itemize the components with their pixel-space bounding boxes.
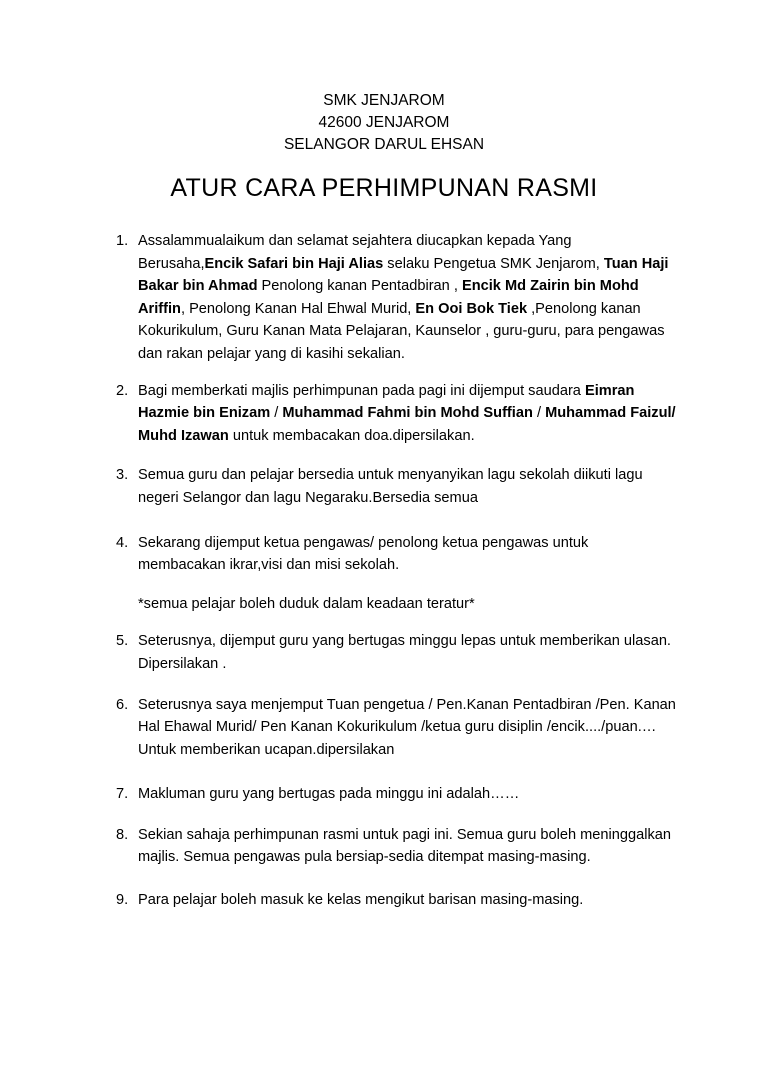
body-text: Assalammualaikum dan selamat sejahtera diucapkan kepada Yang Berusaha, <box>138 233 572 272</box>
body-text: / <box>270 405 283 422</box>
agenda-item-1 <box>116 230 678 366</box>
agenda-item-number: 7. <box>116 786 129 803</box>
body-text: / <box>532 405 546 422</box>
body-text: Sekarang dijemput ketua pengawas/ penolong ketua pengawas untuk membacakan ikrar,visi dan misi sekolah. <box>138 534 589 574</box>
agenda-item-2 <box>116 380 678 448</box>
school-postcode-town: 42600 JENJAROM <box>318 114 450 131</box>
school-state: SELANGOR DARUL EHSAN <box>283 136 485 153</box>
school-name: SMK JENJAROM <box>323 92 445 109</box>
agenda-item-7 <box>116 783 678 806</box>
agenda-item-number: 4. <box>116 534 129 551</box>
agenda-item-3 <box>116 464 678 509</box>
agenda-item-4 <box>116 532 678 616</box>
bold-name-text: Encik Safari bin Haji Alias <box>204 255 384 272</box>
agenda-item-6 <box>116 694 678 762</box>
agenda-item-9 <box>116 889 678 912</box>
agenda-item-number: 6. <box>116 696 129 713</box>
school-address-block <box>0 90 768 156</box>
agenda-item-text <box>138 824 678 869</box>
body-text: Seterusnya saya menjemput Tuan pengetua / Pen.Kanan Pentadbiran /Pen. Kanan Hal Ehawal Murid/ Pen Kanan Kokurikulum /ketua guru disiplin /encik..../puan.… Untuk memberikan ucapan.dipersilakan <box>138 696 676 758</box>
agenda-item-number: 9. <box>116 892 129 909</box>
agenda-item-number: 8. <box>116 826 129 843</box>
bold-name-text: Muhammad Fahmi bin Mohd Suffian <box>282 405 533 422</box>
agenda-item-number: 3. <box>116 467 129 484</box>
body-text: Sekian sahaja perhimpunan rasmi untuk pagi ini. Semua guru boleh meninggalkan majlis. Semua pengawas pula bersiap-sedia ditempat masing-masing. <box>138 826 672 866</box>
body-text: Bagi memberkati majlis perhimpunan pada pagi ini dijemput saudara <box>138 382 585 399</box>
body-text: , Penolong Kanan Hal Ehwal Murid, <box>180 300 416 317</box>
body-text: ,Penolong kanan Kokurikulum, Guru Kanan Mata Pelajaran, Kaunselor , guru-guru, para pengawas dan rakan pelajar yang di kasihi sekalian. <box>138 300 665 362</box>
body-text: selaku Pengetua SMK Jenjarom, <box>383 255 604 272</box>
agenda-item-note: *semua pelajar boleh duduk dalam keadaan teratur* <box>138 595 475 612</box>
body-text: untuk membacakan doa.dipersilakan. <box>228 427 475 444</box>
bold-name-text: Tuan Haji Bakar bin Ahmad <box>138 255 669 295</box>
agenda-item-number: 5. <box>116 633 129 650</box>
agenda-item-text <box>138 380 678 448</box>
agenda-item-text <box>138 532 678 577</box>
document-title: ATUR CARA PERHIMPUNAN RASMI <box>170 174 598 202</box>
agenda-item-number: 1. <box>116 233 129 249</box>
agenda-list <box>116 230 678 912</box>
agenda-item-5 <box>116 630 678 675</box>
body-text: Seterusnya, dijemput guru yang bertugas minggu lepas untuk memberikan ulasan. Dipersilakan . <box>138 633 671 672</box>
bold-name-text: Eimran Hazmie bin Enizam <box>138 382 635 422</box>
agenda-item-text <box>138 464 678 509</box>
bold-name-text: En Ooi Bok Tiek <box>415 300 528 317</box>
agenda-item-text <box>138 630 678 675</box>
agenda-item-8 <box>116 824 678 869</box>
agenda-item-text <box>138 230 678 366</box>
body-text: Para pelajar boleh masuk ke kelas mengikut barisan masing-masing. <box>138 892 584 909</box>
agenda-item-text <box>138 694 678 762</box>
bold-name-text: Encik Md Zairin bin Mohd Ariffin <box>138 278 639 317</box>
bold-name-text: Muhammad Faizul/ Muhd Izawan <box>138 405 676 444</box>
agenda-item-text <box>138 889 678 912</box>
agenda-item-text <box>138 783 678 806</box>
body-text: Semua guru dan pelajar bersedia untuk menyanyikan lagu sekolah diikuti lagu negeri Selangor dan lagu Negaraku.Bersedia semua <box>138 467 643 506</box>
agenda-item-number: 2. <box>116 382 129 399</box>
body-text: Makluman guru yang bertugas pada minggu ini adalah…… <box>138 786 520 803</box>
body-text: Penolong kanan Pentadbiran , <box>257 278 462 295</box>
